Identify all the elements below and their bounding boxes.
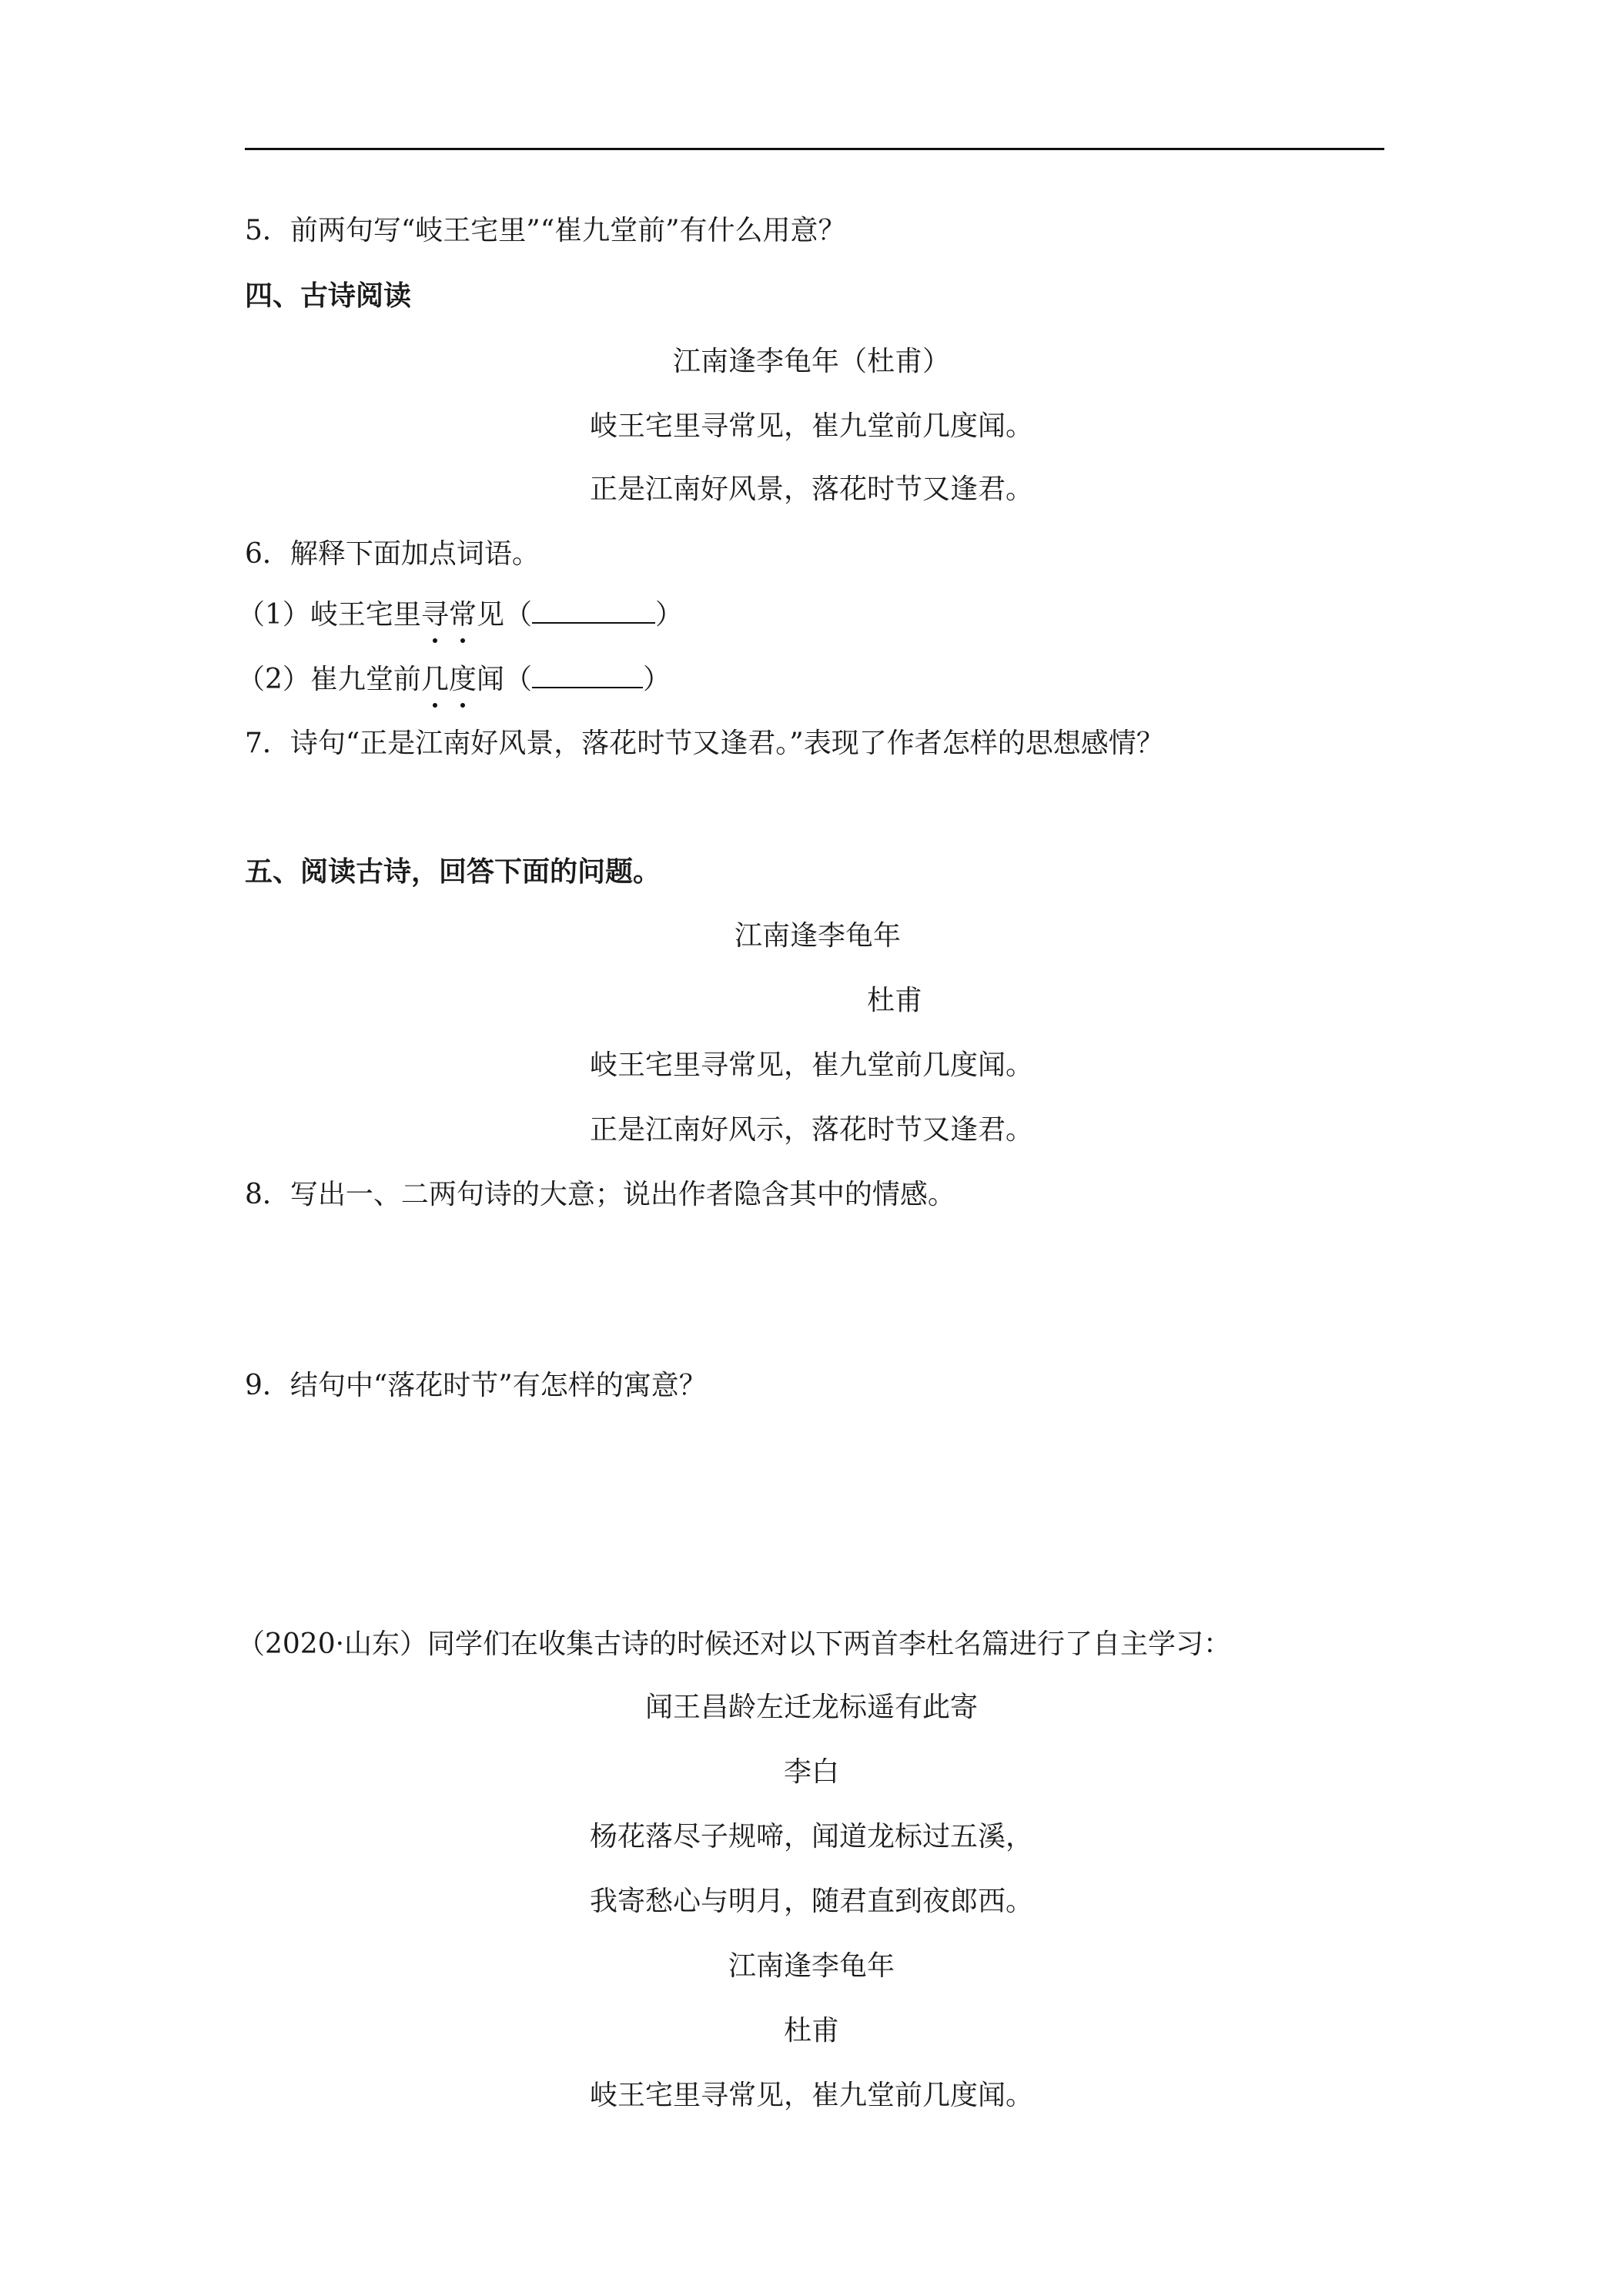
section-5-poem-title: 江南逢李龟年: [735, 920, 902, 952]
question-5: 5．前两句写“岐王宅里”“崔九堂前”有什么用意？: [245, 215, 846, 246]
poem-a-line-1: 杨花落尽子规啼，闻道龙标过五溪，: [589, 1821, 1033, 1853]
question-6-item-2: [237, 661, 671, 698]
section-4-poem-line-2: 正是江南好风景，落花时节又逢君。: [589, 474, 1033, 505]
poem-b-author: 杜甫: [783, 2015, 839, 2047]
dotted-char: 寻: [421, 597, 449, 634]
item-2-suffix: 闻（: [476, 664, 532, 695]
item-1-close: ）: [654, 599, 683, 631]
answer-blank[interactable]: [532, 661, 643, 688]
dotted-char: 常: [449, 597, 477, 634]
header-rule: [245, 148, 1384, 150]
section-5-poem-line-1: 岐王宅里寻常见，崔九堂前几度闻。: [589, 1049, 1033, 1081]
section-5-heading: 五、阅读古诗，回答下面的问题。: [245, 855, 661, 888]
question-9: 9．结句中“落花时节”有怎样的寓意？: [245, 1370, 707, 1401]
section-5-poem-line-2: 正是江南好风示，落花时节又逢君。: [589, 1114, 1033, 1146]
item-1-prefix: （1）岐王宅里: [237, 599, 421, 631]
poem-a-title: 闻王昌龄左迁龙标遥有此寄: [644, 1692, 978, 1723]
question-7: 7．诗句“正是江南好风景，落花时节又逢君。”表现了作者怎样的思想感情？: [245, 728, 1164, 759]
dotted-char: 几: [421, 661, 449, 698]
answer-blank[interactable]: [532, 596, 655, 624]
item-2-close: ）: [642, 664, 671, 695]
poem-a-line-2: 我寄愁心与明月，随君直到夜郎西。: [589, 1886, 1033, 1917]
item-1-suffix: 见（: [476, 599, 532, 631]
question-6-item-1: [237, 596, 683, 634]
question-6: 6．解释下面加点词语。: [245, 538, 540, 570]
poem-b-title: 江南逢李龟年: [728, 1950, 895, 1982]
item-2-prefix: （2）崔九堂前: [237, 664, 421, 695]
intro-text: （2020·山东）同学们在收集古诗的时候还对以下两首李杜名篇进行了自主学习：: [237, 1628, 1232, 1660]
poem-a-author: 李白: [783, 1756, 839, 1788]
dotted-char: 度: [449, 661, 477, 698]
section-4-poem-title: 江南逢李龟年（杜甫）: [672, 346, 950, 377]
section-4-poem-line-1: 岐王宅里寻常见，崔九堂前几度闻。: [589, 410, 1033, 442]
question-8: 8．写出一、二两句诗的大意；说出作者隐含其中的情感。: [245, 1179, 955, 1210]
poem-b-line-1: 岐王宅里寻常见，崔九堂前几度闻。: [589, 2080, 1033, 2111]
section-4-heading: 四、古诗阅读: [245, 279, 412, 312]
section-5-poem-author: 杜甫: [867, 985, 923, 1016]
